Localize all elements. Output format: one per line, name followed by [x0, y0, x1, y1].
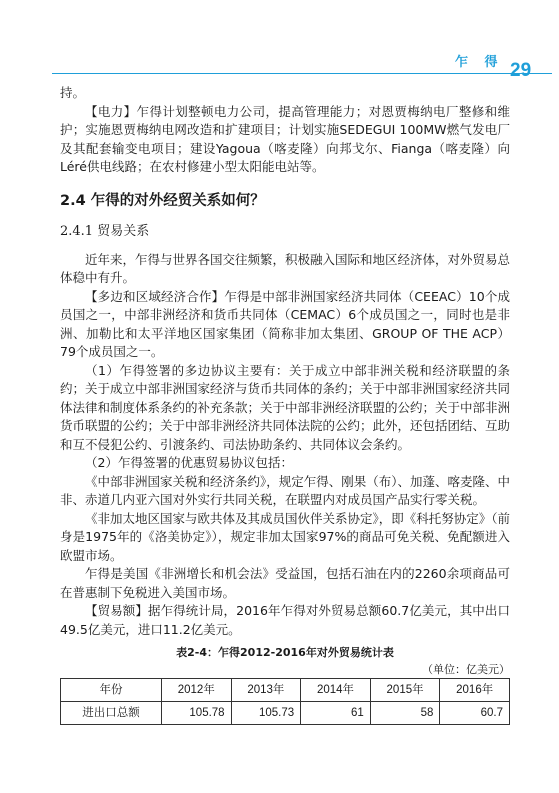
chapter-name: 乍 得 — [455, 55, 504, 70]
header-divider — [52, 73, 552, 74]
table-cell: 60.7 — [440, 702, 510, 725]
table-header-cell: 年份 — [61, 679, 162, 702]
section-heading: 2.4 乍得的对外经贸关系如何？ — [60, 192, 265, 209]
table-row — [61, 702, 510, 725]
paragraph-continuation: 持。 — [60, 85, 86, 100]
table-header-row — [61, 679, 510, 702]
trade-table — [60, 678, 510, 725]
paragraph-agreements: （1）乍得签署的多边协议主要有：关于成立中部非洲关税和经济联盟的条约；关于成立中部非洲国家经济与货币共同体的条约；关于中部非洲国家经济共同体法律和制度体系条约的补充条款；关于中部非洲经济联盟的公约；关于中部非洲货币联盟的公约；关于中部非洲经济共同体法院的公约；此外，还包括团结、互助和互不侵犯公约、引渡条约、司法协助条约、共同体议会条约。 — [60, 362, 511, 452]
table-unit: （单位：亿美元） — [422, 663, 510, 676]
table-header-cell: 2015年 — [370, 679, 440, 702]
page-body — [60, 84, 510, 725]
table-header-cell: 2016年 — [440, 679, 510, 702]
paragraph-trade-volume: 【贸易额】据乍得统计局，2016年乍得对外贸易总额60.7亿美元，其中出口49.5亿美元，进口11.2亿美元。 — [60, 603, 510, 637]
paragraph-electricity: 【电力】乍得计划整顿电力公司，提高管理能力；对恩贾梅纳电厂整修和维护；实施恩贾梅纳电网改造和扩建项目；计划实施SEDEGUI 100MW燃气发电厂及其配套输变电项目；建设Yagoua（喀麦隆）向邦戈尔、Fianga（喀麦隆）向Léré供电线路；在农村修建小型太阳能电站等。 — [60, 103, 510, 174]
table-cell: 61 — [301, 702, 371, 725]
table-cell: 58 — [370, 702, 440, 725]
page-header — [0, 0, 559, 84]
table-header-cell: 2012年 — [162, 679, 232, 702]
page-number: 29 — [510, 60, 532, 81]
subsection-heading: 2.4.1 贸易关系 — [60, 223, 150, 239]
paragraph-cotonou: 《非加太地区国家与欧共体及其成员国伙伴关系协定》，即《科托努协定》（前身是1975年的《洛美协定》），规定非加太国家97%的商品可免关税、免配额进入欧盟市场。 — [60, 510, 511, 563]
paragraph-multilateral: 【多边和区域经济合作】乍得是中部非洲国家经济共同体（CEEAC）10个成员国之一，中部非洲经济和货币共同体（CEMAC）6个成员国之一，同时也是非洲、加勒比和太平洋地区国家集团（简称非加太集团、GROUP OF THE ACP）79个成员国之一。 — [60, 288, 510, 359]
paragraph-agoa: 乍得是美国《非洲增长和机会法》受益国，包括石油在内的2260余项商品可在普惠制下免税进入美国市场。 — [60, 566, 510, 600]
table-cell: 105.78 — [162, 702, 232, 725]
table-cell: 105.73 — [231, 702, 301, 725]
table-header-cell: 2013年 — [231, 679, 301, 702]
table-title: 表2-4：乍得2012-2016年对外贸易统计表 — [176, 646, 394, 659]
paragraph-preferential: （2）乍得签署的优惠贸易协议包括： — [85, 455, 293, 470]
table-row-label: 进出口总额 — [61, 702, 162, 725]
table-header-cell: 2014年 — [301, 679, 371, 702]
paragraph-cemac-treaty: 《中部非洲国家关税和经济条约》，规定乍得、刚果（布）、加蓬、喀麦隆、中非、赤道几内亚六国对外实行共同关税，在联盟内对成员国产品实行零关税。 — [60, 473, 511, 507]
paragraph-intro: 近年来，乍得与世界各国交往频繁，积极融入国际和地区经济体，对外贸易总体稳中有升。 — [60, 251, 511, 285]
